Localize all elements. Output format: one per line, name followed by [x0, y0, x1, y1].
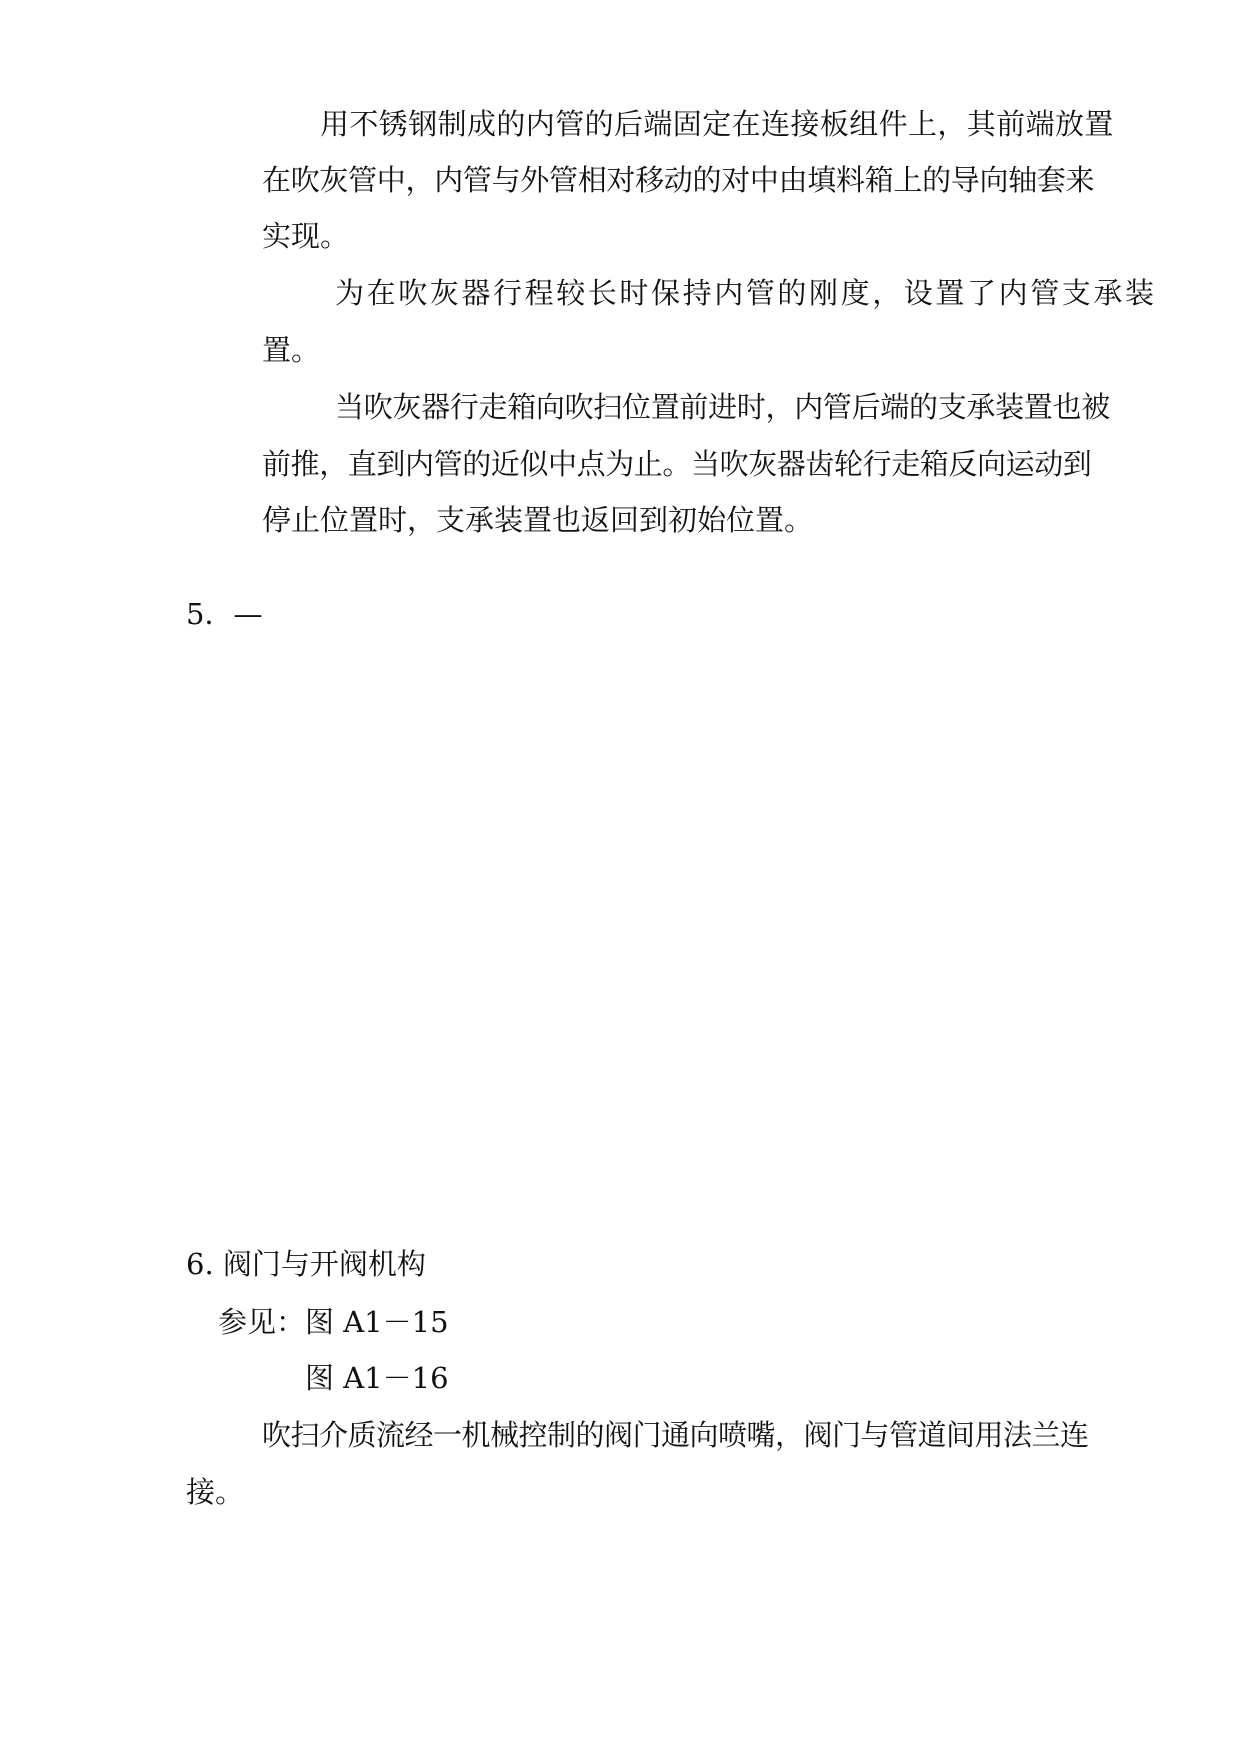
- paragraph-line: 实现。: [262, 219, 350, 253]
- paragraph-line: 接。: [186, 1475, 245, 1509]
- paragraph-line: 吹扫介质流经一机械控制的阀门通向喷嘴，阀门与管道间用法兰连: [262, 1418, 1089, 1452]
- paragraph-line: 置。: [262, 333, 321, 367]
- paragraph-line: 为在吹灰器行程较长时保持内管的刚度，设置了内管支承装: [335, 276, 1157, 310]
- reference-line: [218, 1302, 449, 1342]
- paragraph-line: 在吹灰管中，内管与外管相对移动的对中由填料箱上的导向轴套来: [262, 163, 1095, 197]
- figure-reference: 图 A1－15: [305, 1305, 449, 1339]
- section-heading: 5．—: [186, 597, 263, 631]
- reference-label: 参见：: [218, 1305, 306, 1339]
- paragraph-line: 当吹灰器行走箱向吹扫位置前进时，内管后端的支承装置也被: [335, 390, 1110, 424]
- paragraph-line: 用不锈钢制成的内管的后端固定在连接板组件上，其前端放置: [320, 107, 1114, 141]
- section-heading: 6. 阀门与开阀机构: [186, 1247, 426, 1281]
- paragraph-line: 前推，直到内管的近似中点为止。当吹灰器齿轮行走箱反向运动到: [262, 447, 1092, 481]
- paragraph-line: 停止位置时，支承装置也返回到初始位置。: [262, 503, 814, 537]
- figure-reference: 图 A1－16: [305, 1361, 449, 1395]
